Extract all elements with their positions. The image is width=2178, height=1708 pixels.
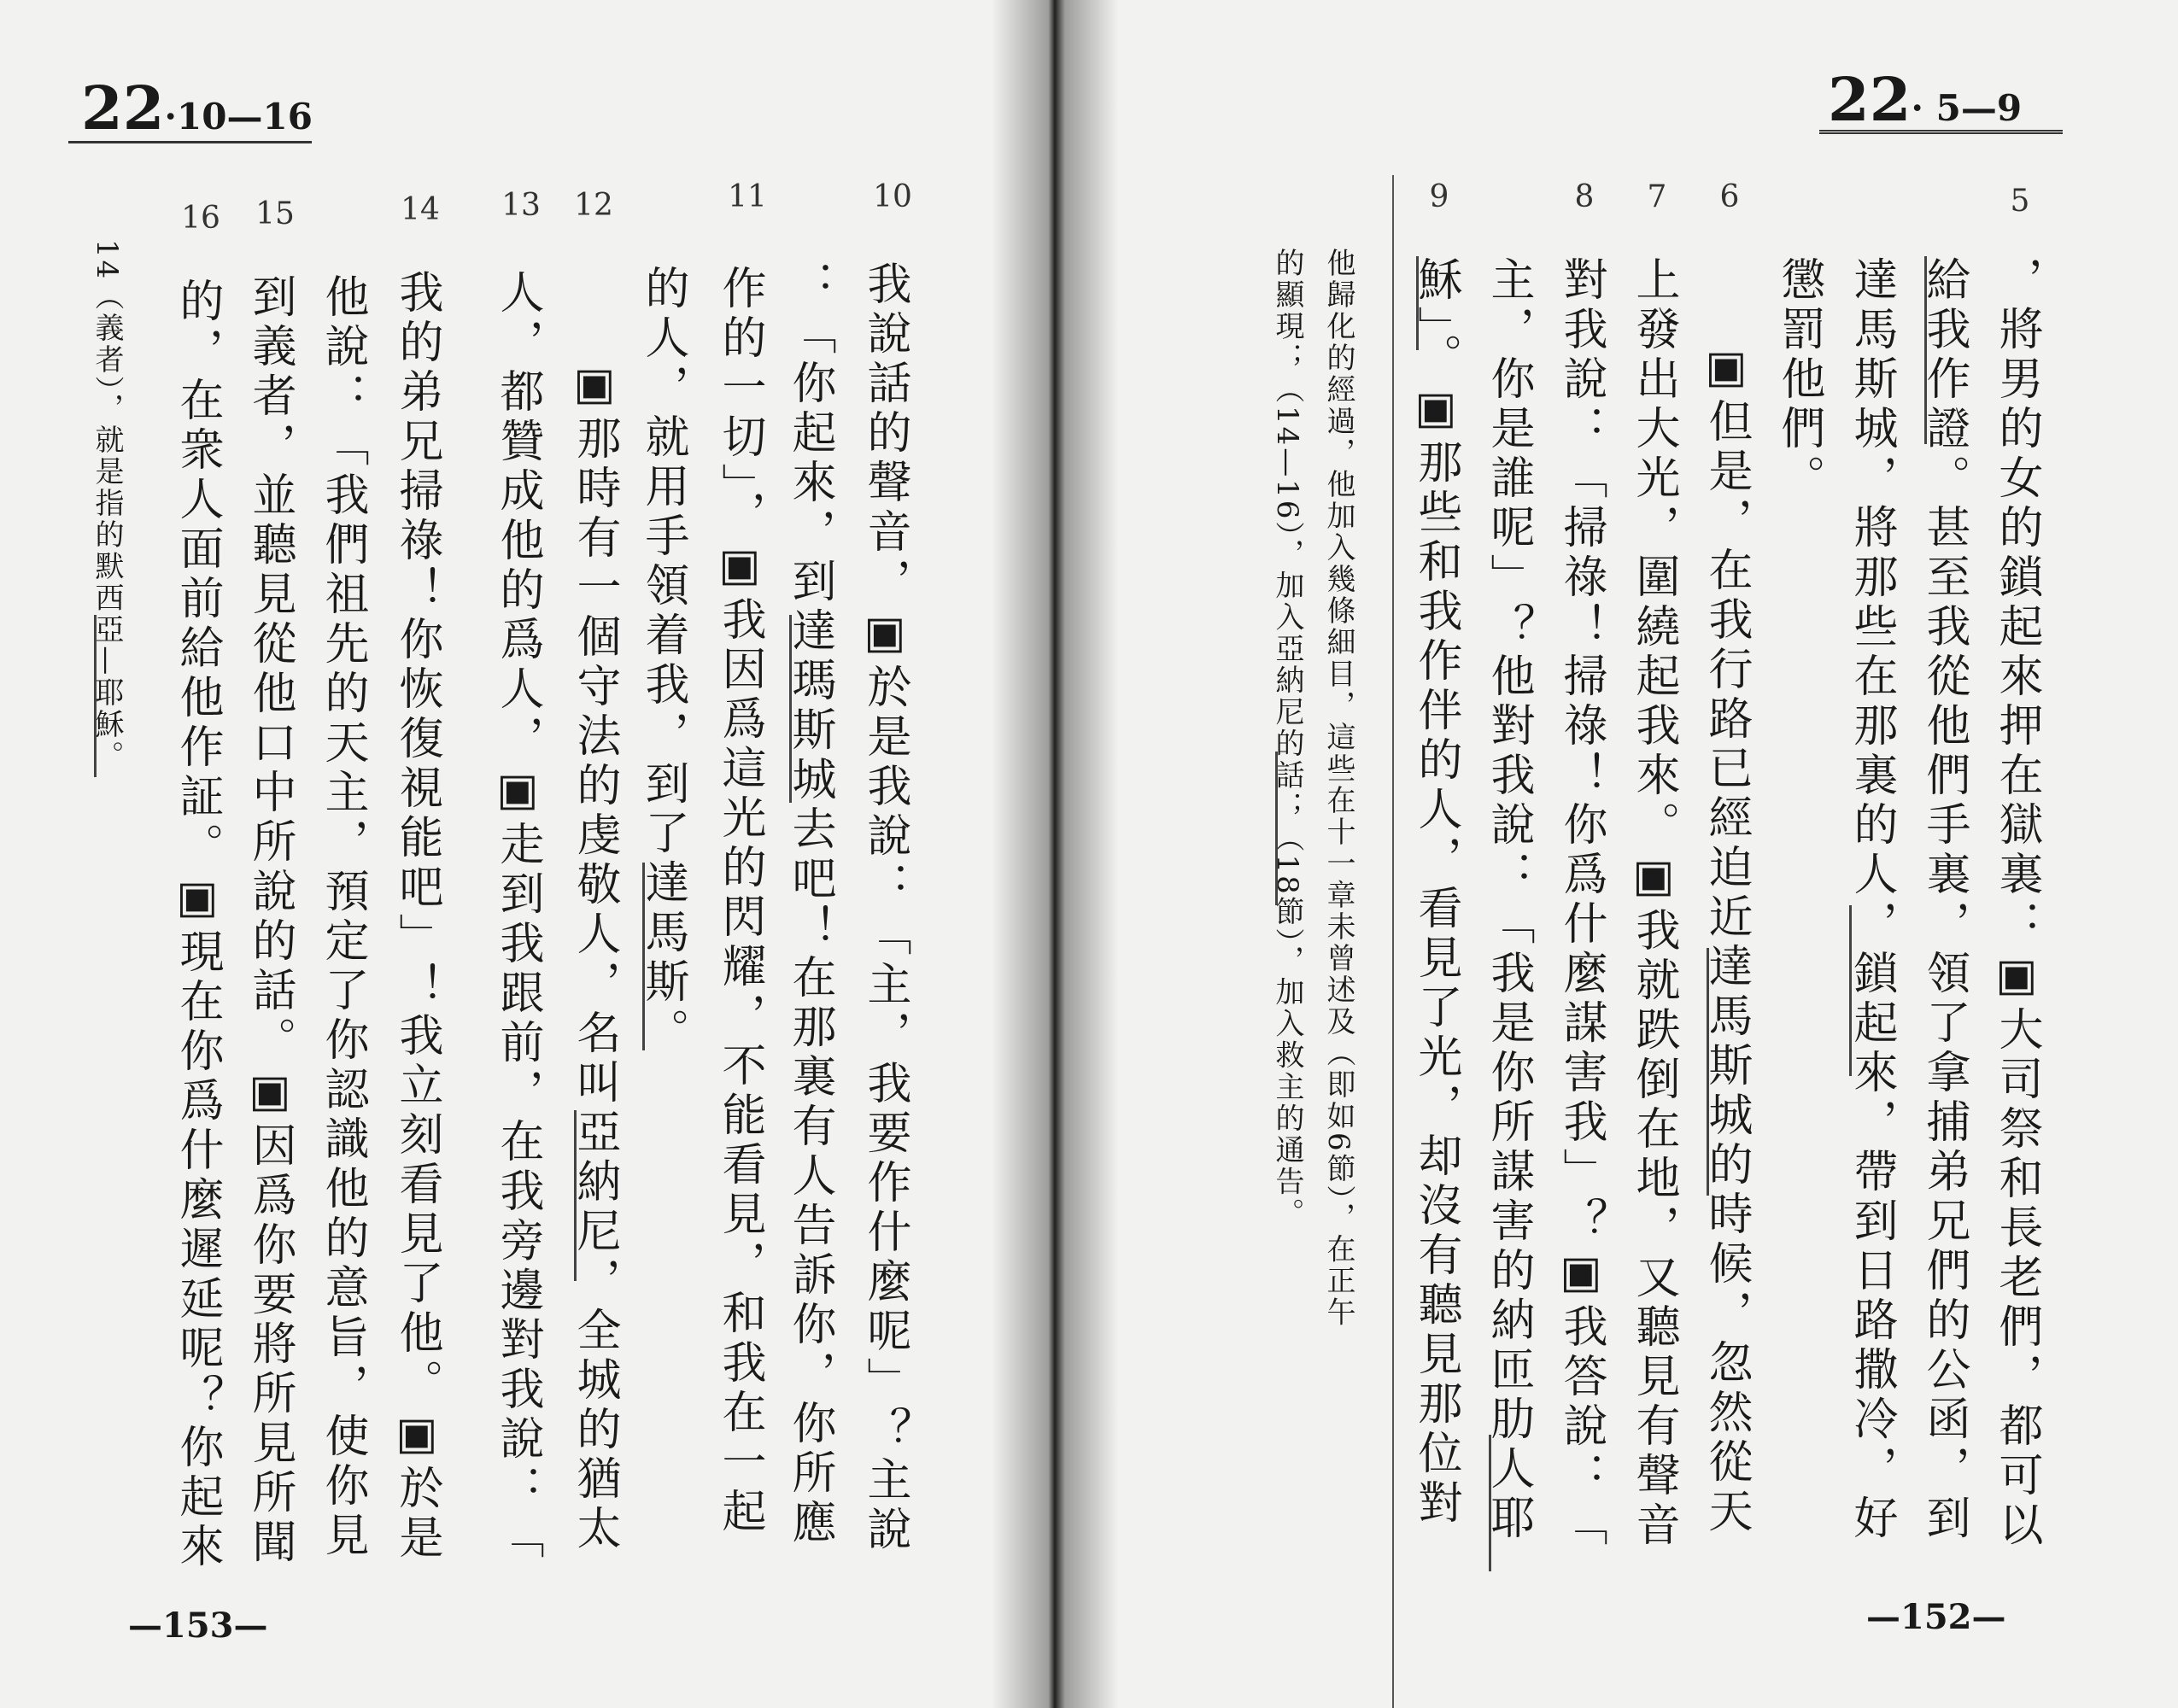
right-footnote-line: 他歸化的經過，他加入幾條細目，這些在十一章未曾述及（即如6節），在正午: [1321, 248, 1355, 1329]
left-verse-number: 11: [728, 179, 767, 214]
proper-name-mark: [1489, 1435, 1491, 1571]
right-text-column: 上發出大光，圍繞起我來。▣我就跌倒在地，又聽見有聲音: [1628, 256, 1679, 1551]
right-text-column: 給我作證。甚至我從他們手裏，領了拿捕弟兄們的公函，到: [1918, 256, 1970, 1544]
right-chapter-number: 22: [1828, 64, 1912, 135]
right-verse-range: · 5—9: [1911, 87, 2023, 129]
proper-name-mark: [1275, 752, 1278, 905]
right-page: [1046, 0, 2178, 1708]
left-text-column: 到義者，並聽見從他口中所說的話。▣因爲你要將所見所聞: [244, 273, 296, 1568]
right-footnote-line: 的顯現；（14—16），加入亞納尼的話；（18節），加入救主的通告。: [1270, 248, 1304, 1230]
right-text-column: 穌」。▣那些和我作伴的人，看見了光，却沒有聽見那位對: [1410, 256, 1461, 1529]
left-text-column: ：「你起來，到達瑪斯城去吧！在那裏有人告訴你，你所應: [784, 260, 835, 1548]
footnote-divider: [1392, 175, 1394, 1708]
proper-name-mark: [1849, 905, 1852, 1076]
right-page-number: —152—: [1866, 1597, 2006, 1637]
left-text-column: 的，在衆人面前給他作証。▣現在你爲什麼遲延呢？你起來: [172, 278, 223, 1572]
right-verse-number: 5: [2010, 184, 2030, 219]
right-text-column: 懲罰他們。: [1773, 256, 1824, 504]
left-verse-range: ·10—16: [164, 96, 313, 137]
right-page-header: [1828, 64, 2022, 135]
right-text-column: 對我說：「掃祿！掃祿！你爲什麼謀害我」？▣我答說：「: [1555, 256, 1607, 1551]
left-header-rule: [68, 141, 312, 143]
left-text-column: 作的一切」，▣我因爲這光的閃耀，不能看見，和我在一起: [714, 265, 765, 1537]
left-verse-number: 12: [574, 188, 613, 223]
proper-name-mark: [1416, 256, 1419, 350]
left-text-column: 我說話的聲音，▣於是我說：「主，我要作什麼呢」？主說: [859, 260, 910, 1555]
proper-name-mark: [94, 615, 97, 777]
proper-name-mark: [789, 615, 792, 803]
left-footnote: 14（義者），就是指的默西亞—耶穌。: [90, 239, 124, 773]
left-verse-number: 16: [181, 201, 220, 236]
left-verse-number: 14: [401, 192, 440, 227]
left-verse-number: 10: [873, 179, 912, 214]
right-verse-number: 6: [1719, 179, 1740, 214]
right-verse-number: 9: [1429, 179, 1449, 214]
proper-name-mark: [1707, 948, 1709, 1196]
right-text-column: ▣但是，在我行路已經迫近達馬斯城的時候，忽然從天: [1701, 342, 1752, 1537]
right-text-column: 主，你是誰呢」？他對我說：「我是你所謀害的納匝肋人耶: [1483, 256, 1534, 1544]
proper-name-mark: [642, 863, 645, 1050]
left-page-number: —153—: [128, 1606, 268, 1646]
book-gutter: [991, 0, 1119, 1708]
left-page-header: [81, 73, 313, 143]
left-text-column: 人，都贊成他的爲人，▣走到我跟前，在我旁邊對我說：「: [492, 269, 543, 1564]
right-text-column: ，將男的女的鎖起來押在獄裏：▣大司祭和長老們，都可以: [1991, 256, 2042, 1551]
proper-name-mark: [1924, 256, 1927, 444]
left-verse-number: 13: [501, 188, 541, 223]
right-verse-number: 7: [1647, 179, 1667, 214]
right-verse-number: 8: [1574, 179, 1595, 214]
left-verse-number: 15: [255, 196, 295, 231]
left-chapter-number: 22: [81, 73, 165, 143]
left-text-column: 我的弟兄掃祿！你恢復視能吧」！我立刻看見了他。▣於是: [391, 269, 442, 1564]
left-text-column: ▣那時有一個守法的虔敬人，名叫亞納尼，全城的猶太: [569, 359, 620, 1554]
left-text-column: 他說：「我們祖先的天主，預定了你認識他的意旨，使你見: [317, 273, 368, 1561]
right-text-column: 達馬斯城，將那些在那裏的人，鎖起來，帶到日路撒冷，好: [1846, 256, 1897, 1544]
right-header-rule: [1819, 130, 2063, 137]
proper-name-mark: [574, 1110, 577, 1281]
left-page: [0, 0, 1046, 1708]
left-text-column: 的人，就用手領着我，到了達馬斯。: [637, 265, 688, 1057]
